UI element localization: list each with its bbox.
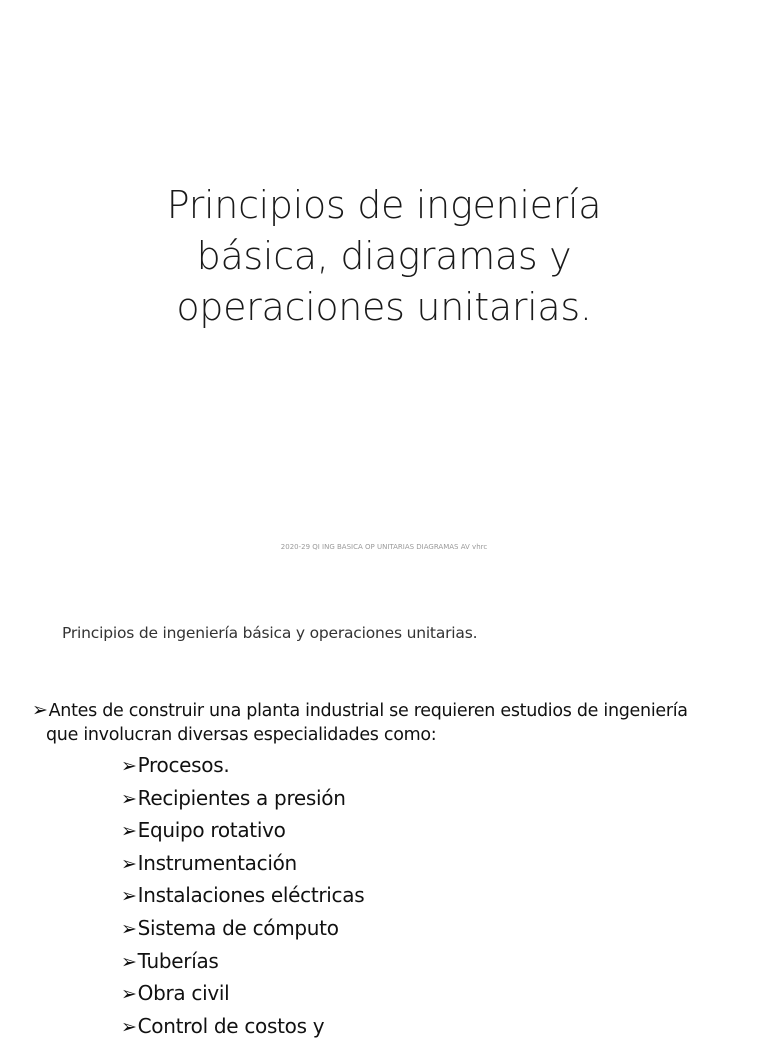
list-item: [121, 946, 364, 979]
title-line-1: Principios de ingeniería: [166, 183, 602, 227]
slide-footer: 2020-29 QI ING BASICA OP UNITARIAS DIAGRAMAS AV vhrc: [280, 543, 488, 551]
list-item-label: Recipientes a presión: [137, 785, 346, 810]
intro-line-1: [32, 698, 756, 723]
list-item: [121, 848, 364, 881]
arrow-bullet-icon: ➢: [121, 820, 137, 843]
list-item-label: Obra civil: [137, 981, 230, 1006]
list-item: [121, 815, 364, 848]
list-item: [121, 783, 364, 816]
list-item-label: Procesos.: [137, 753, 230, 777]
title-line-3: operaciones unitarias.: [176, 285, 592, 329]
slide-heading: Principios de ingeniería básica y operaciones unitarias.: [62, 624, 478, 642]
title-line-2: básica, diagramas y: [196, 234, 572, 278]
list-item-label: Sistema de cómputo: [137, 915, 339, 940]
list-item: [121, 913, 364, 946]
arrow-bullet-icon: ➢: [121, 950, 137, 973]
list-item-label: Instrumentación: [137, 850, 297, 875]
arrow-bullet-icon: ➢: [32, 699, 48, 721]
arrow-bullet-icon: ➢: [121, 983, 137, 1006]
slide-title: [84, 180, 684, 333]
list-item-label: Equipo rotativo: [137, 818, 286, 843]
list-item: [121, 978, 364, 1011]
specialties-list: [121, 750, 364, 1043]
arrow-bullet-icon: ➢: [121, 755, 137, 777]
list-item: [121, 880, 364, 913]
arrow-bullet-icon: ➢: [121, 917, 137, 940]
list-item: [121, 750, 364, 783]
intro-paragraph: [32, 698, 756, 747]
list-item-label: Tuberías: [137, 948, 219, 973]
list-item-label: Instalaciones eléctricas: [137, 883, 365, 908]
list-item-label: Control de costos y: [137, 1013, 325, 1038]
list-item: [121, 1011, 364, 1043]
intro-text-1: Antes de construir una planta industrial se requieren estudios de ingeniería: [48, 701, 688, 721]
arrow-bullet-icon: ➢: [121, 1015, 137, 1038]
arrow-bullet-icon: ➢: [121, 885, 137, 908]
intro-line-2: que involucran diversas especialidades como:: [46, 725, 437, 745]
arrow-bullet-icon: ➢: [121, 852, 137, 875]
content-slide: [0, 600, 768, 1038]
arrow-bullet-icon: ➢: [121, 787, 137, 810]
